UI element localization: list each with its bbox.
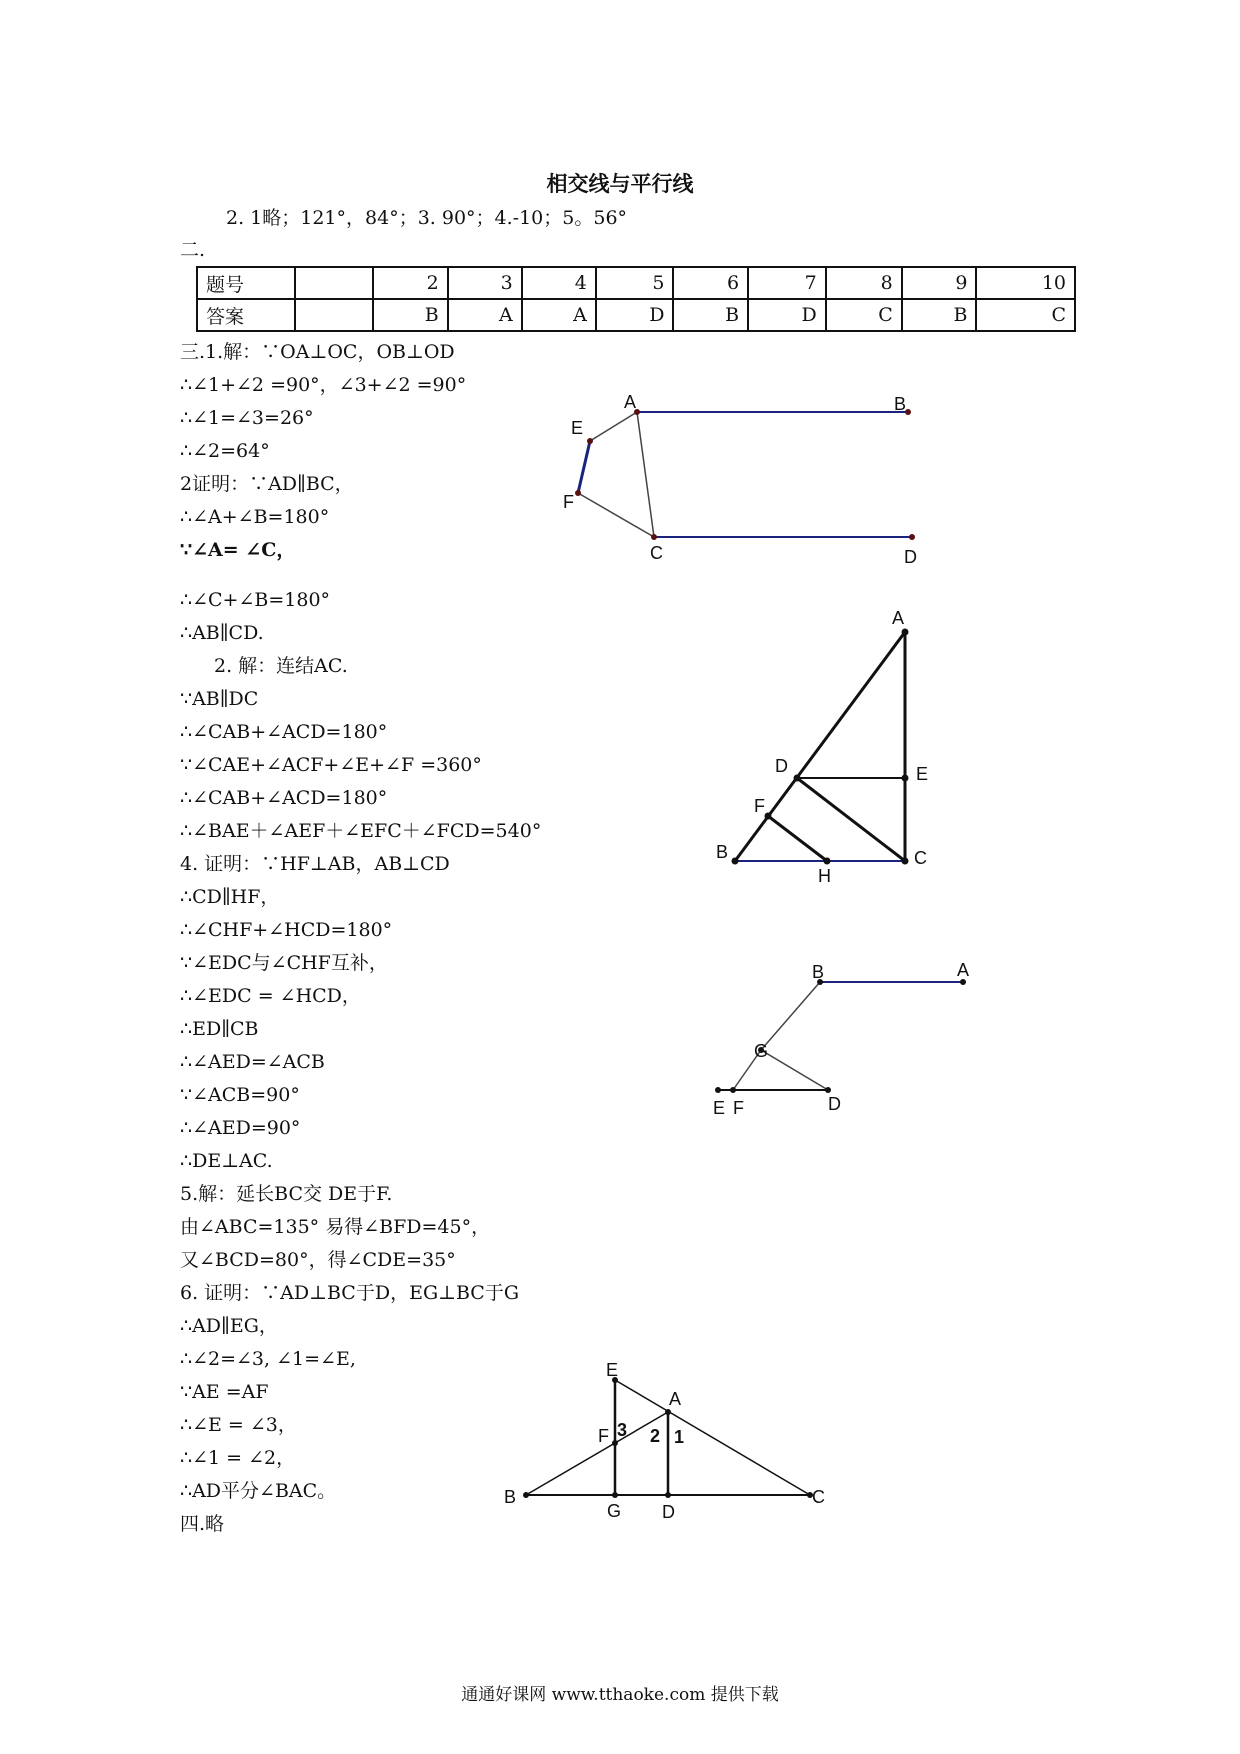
table-cell: 题号	[197, 267, 295, 299]
figure-label: A	[624, 392, 637, 412]
figure-label: F	[754, 796, 765, 816]
table-cell: 5	[596, 267, 674, 299]
solution-line: ∴DE⊥AC.	[180, 1150, 273, 1172]
figure-label: E	[571, 418, 584, 438]
solution-line: ∴AD平分∠BAC。	[180, 1480, 337, 1502]
solution-line: ∴∠CAB+∠ACD=180°	[180, 721, 388, 743]
figure-label: B	[894, 394, 907, 414]
solution-line: ∵AE =AF	[180, 1381, 269, 1403]
section1-answers: 2. 1略；121°，84°；3. 90°；4.-10；5。56°	[226, 207, 628, 229]
solution-line: ∴∠1 = ∠2，	[180, 1447, 296, 1469]
solution-line: ∵∠CAE+∠ACF+∠E+∠F =360°	[180, 754, 482, 776]
figure-label: F	[598, 1426, 609, 1446]
solution-line: 2. 解：连结AC.	[214, 655, 348, 677]
solution-line: 由∠ABC=135° 易得∠BFD=45°，	[180, 1216, 491, 1238]
page-title: 相交线与平行线	[546, 172, 694, 196]
figure-label: A	[669, 1389, 682, 1409]
figure-label: C	[812, 1487, 825, 1507]
solution-line: ∴∠2=∠3, ∠1=∠E,	[180, 1348, 356, 1370]
solution-line: 又∠BCD=80°，得∠CDE=35°	[180, 1249, 456, 1271]
figure-2	[716, 608, 928, 886]
figure-label: B	[716, 842, 729, 862]
figure-label: A	[892, 608, 905, 628]
table-cell: 10	[976, 267, 1075, 299]
table-cell: C	[826, 299, 902, 331]
table-cell: B	[902, 299, 977, 331]
figure-label: C	[914, 848, 927, 868]
figure-label: D	[775, 756, 788, 776]
solution-line: 2证明：∵AD∥BC，	[180, 473, 354, 495]
table-cell: 3	[448, 267, 522, 299]
figure-label: F	[733, 1098, 744, 1118]
solution-line: ∴∠BAE＋∠AEF＋∠EFC＋∠FCD=540°	[180, 820, 542, 842]
table-cell: 7	[748, 267, 826, 299]
solution-line: ∴∠1=∠3=26°	[180, 407, 314, 429]
table-cell: 8	[826, 267, 902, 299]
solution-line: 5.解：延长BC交 DE于F.	[180, 1183, 393, 1205]
solution-line: ∵∠A= ∠C，	[180, 539, 296, 561]
figure-label: F	[563, 492, 574, 512]
solution-line: ∵AB∥DC	[180, 688, 259, 710]
solution-line: ∴∠2=64°	[180, 440, 270, 462]
solution-line: 三.1.解：∵OA⊥OC，OB⊥OD	[180, 341, 455, 363]
solution-line: ∴∠EDC = ∠HCD，	[180, 985, 361, 1007]
figure-label: 2	[650, 1426, 661, 1446]
figure-label: E	[606, 1360, 619, 1380]
table-cell: 9	[902, 267, 977, 299]
table-cell: C	[976, 299, 1075, 331]
solution-line: ∴∠CAB+∠ACD=180°	[180, 787, 388, 809]
figure-label: E	[916, 764, 929, 784]
solution-line: 四.略	[180, 1513, 225, 1535]
solution-line: ∴∠1+∠2 =90°，∠3+∠2 =90°	[180, 374, 467, 396]
solution-line: ∴∠AED=90°	[180, 1117, 301, 1139]
figure-3	[713, 960, 969, 1118]
section2-heading: 二.	[180, 239, 206, 261]
solution-line: ∴AD∥EG，	[180, 1315, 278, 1337]
table-cell: B	[673, 299, 748, 331]
solution-line: ∴AB∥CD.	[180, 622, 264, 644]
solution-line: ∴CD∥HF，	[180, 886, 280, 908]
table-cell: 2	[373, 267, 448, 299]
figure-label: H	[818, 866, 831, 886]
solution-line: ∵∠EDC与∠CHF互补，	[180, 952, 388, 974]
figure-4	[504, 1360, 825, 1522]
figure-label: D	[828, 1094, 841, 1114]
solution-line: ∴∠E = ∠3，	[180, 1414, 297, 1436]
table-cell: A	[448, 299, 522, 331]
table-cell: B	[373, 299, 448, 331]
solution-line: ∴∠CHF+∠HCD=180°	[180, 919, 393, 941]
figure-label: A	[957, 960, 970, 980]
solution-line: ∵∠ACB=90°	[180, 1084, 300, 1106]
solution-line: 4. 证明：∵HF⊥AB，AB⊥CD	[180, 853, 450, 875]
figure-label: D	[904, 547, 917, 567]
table-cell: 答案	[197, 299, 295, 331]
figure-label: G	[754, 1041, 769, 1061]
table-cell: 6	[673, 267, 748, 299]
figure-label: B	[812, 962, 825, 982]
table-cell: 4	[522, 267, 596, 299]
table-cell: D	[596, 299, 674, 331]
solution-line: ∴∠A+∠B=180°	[180, 506, 330, 528]
figure-label: E	[713, 1098, 726, 1118]
figure-label: D	[662, 1502, 675, 1522]
figure-label: G	[607, 1501, 622, 1521]
solution-line: 6. 证明：∵AD⊥BC于D，EG⊥BC于G	[180, 1282, 520, 1304]
figure-label: 1	[674, 1427, 685, 1447]
figure-label: C	[650, 543, 663, 563]
table-cell: D	[748, 299, 826, 331]
solution-line: ∴∠C+∠B=180°	[180, 589, 331, 611]
figure-label: B	[504, 1487, 517, 1507]
figure-label: 3	[617, 1420, 628, 1440]
solution-line: ∴ED∥CB	[180, 1018, 259, 1040]
table-cell: A	[522, 299, 596, 331]
solution-line: ∴∠AED=∠ACB	[180, 1051, 325, 1073]
page-footer: 通通好课网 www.tthaoke.com 提供下载	[461, 1685, 779, 1705]
figure-1	[563, 392, 917, 567]
